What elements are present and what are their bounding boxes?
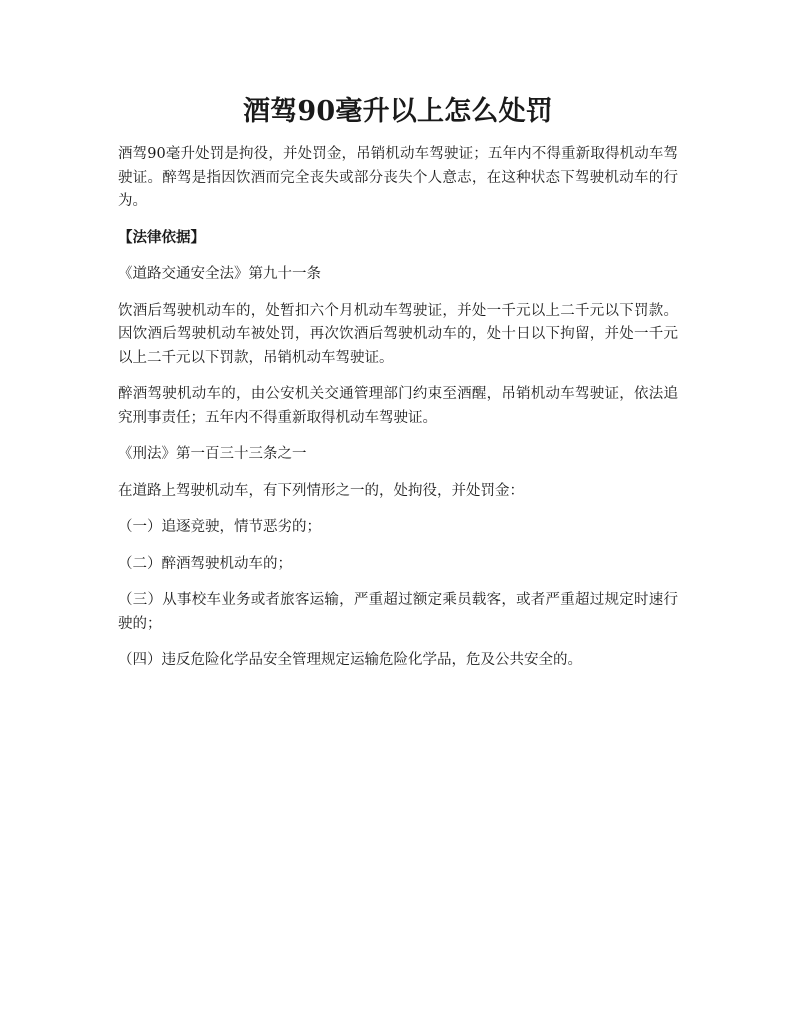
criminal-item-4: （四）违反危险化学品安全管理规定运输危险化学品，危及公共安全的。 [118, 652, 582, 668]
criminal-item-1: （一）追逐竞驶，情节恶劣的； [118, 519, 321, 535]
law-citation-traffic: 《道路交通安全法》第九十一条 [118, 266, 321, 282]
criminal-item-3: （三）从事校车业务或者旅客运输，严重超过额定乘员载客，或者严重超过规定时速行驶的； [118, 592, 678, 632]
document-title: 酒驾90毫升以上怎么处罚 [243, 96, 553, 127]
law-citation-criminal: 《刑法》第一百三十三条之一 [118, 446, 307, 462]
document-body [118, 143, 678, 673]
legal-basis-heading: 【法律依据】 [118, 229, 205, 246]
intro-paragraph: 酒驾90毫升处罚是拘役，并处罚金，吊销机动车驾驶证；五年内不得重新取得机动车驾驶证。醉驾是指因饮酒而完全丧失或部分丧失个人意志，在这种状态下驾驶机动车的行为。 [118, 146, 678, 209]
law-clause-drinking: 饮酒后驾驶机动车的，处暂扣六个月机动车驾驶证，并处一千元以上二千元以下罚款。因饮酒后驾驶机动车被处罚，再次饮酒后驾驶机动车的，处十日以下拘留，并处一千元以上二千元以下罚款，吊销机动车驾驶证。 [118, 302, 678, 366]
criminal-item-2: （二）醉酒驾驶机动车的； [118, 555, 292, 572]
criminal-clause-intro: 在道路上驾驶机动车，有下列情形之一的，处拘役，并处罚金： [118, 482, 524, 499]
law-clause-drunk: 醉酒驾驶机动车的，由公安机关交通管理部门约束至酒醒，吊销机动车驾驶证，依法追究刑事责任；五年内不得重新取得机动车驾驶证。 [118, 386, 678, 426]
